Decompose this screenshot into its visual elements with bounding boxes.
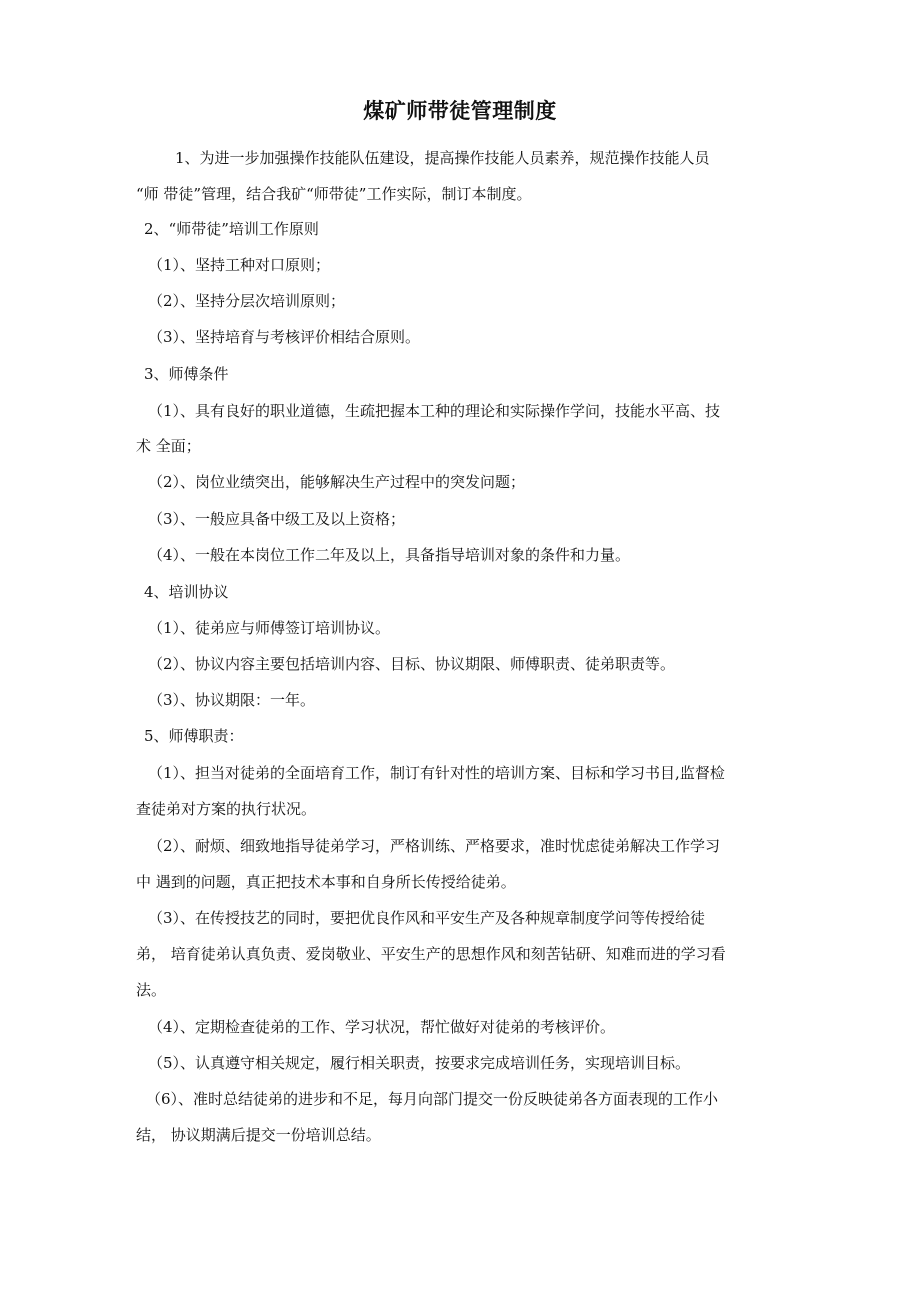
section-5-item-1-line-1: （1）、担当对徒弟的全面培育工作，制订有针对性的培训方案、目标和学习书目,监督检 [148,764,725,782]
section-5-item-6-line-2: 结， 协议期满后提交一份培训总结。 [136,1126,381,1144]
section-4-item-3: （3）、协议期限：一年。 [148,691,316,709]
section-5-item-5: （5）、认真遵守相关规定，履行相关职责，按要求完成培训任务，实现培训目标。 [148,1054,691,1072]
section-2-item-1: （1）、坚持工种对口原则； [148,256,331,274]
section-5-item-2-line-2: 中 遇到的问题，真正把技术本事和自身所长传授给徒弟。 [136,873,516,891]
section-5-item-3-line-2: 弟， 培育徒弟认真负责、爱岗敬业、平安生产的思想作风和刻苦钻研、知难而进的学习看 [136,945,726,963]
section-2-item-3: （3）、坚持培育与考核评价相结合原则。 [148,328,421,346]
section-5-item-6-line-1: （6）、准时总结徒弟的进步和不足，每月向部门提交一份反映徒弟各方面表现的工作小 [146,1090,719,1108]
section-5-item-3-line-3: 法。 [136,981,167,999]
section-3-item-1-line-1: （1）、具有良好的职业道德，生疏把握本工种的理论和实际操作学问，技能水平高、技 [148,402,721,420]
section-4-item-2: （2）、协议内容主要包括培训内容、目标、协议期限、师傅职责、徒弟职责等。 [148,655,676,673]
section-5-heading: 5、师傅职责： [144,727,244,745]
section-5-item-3-line-1: （3）、在传授技艺的同时，要把优良作风和平安生产及各种规章制度学问等传授给徒 [148,909,706,927]
section-4-item-1: （1）、徒弟应与师傅签订培训协议。 [148,619,391,637]
section-3-item-4: （4）、一般在本岗位工作二年及以上，具备指导培训对象的条件和力量。 [148,546,631,564]
section-5-item-1-line-2: 查徒弟对方案的执行状况。 [136,800,317,818]
section-3-item-1-line-2: 术 全面； [136,437,201,455]
section-2-item-2: （2）、坚持分层次培训原则； [148,292,346,310]
section-2-heading: 2、“师带徒”培训工作原则 [144,220,319,238]
document-title: 煤矿师带徒管理制度 [363,99,557,123]
paragraph-1-line-1: 1、为进一步加强操作技能队伍建设，提高操作技能人员素养，规范操作技能人员 [175,149,710,167]
section-5-item-2-line-1: （2）、耐烦、细致地指导徒弟学习，严格训练、严格要求，准时忧虑徒弟解决工作学习 [148,837,721,855]
section-3-heading: 3、师傅条件 [144,365,229,383]
paragraph-1-line-2: “师 带徒”管理，结合我矿“师带徒”工作实际，制订本制度。 [136,185,532,203]
section-3-item-2: （2）、岗位业绩突出，能够解决生产过程中的突发问题； [148,473,526,491]
section-3-item-3: （3）、一般应具备中级工及以上资格； [148,510,406,528]
section-4-heading: 4、培训协议 [144,583,229,601]
section-5-item-4: （4）、定期检查徒弟的工作、学习状况，帮忙做好对徒弟的考核评价。 [148,1018,616,1036]
